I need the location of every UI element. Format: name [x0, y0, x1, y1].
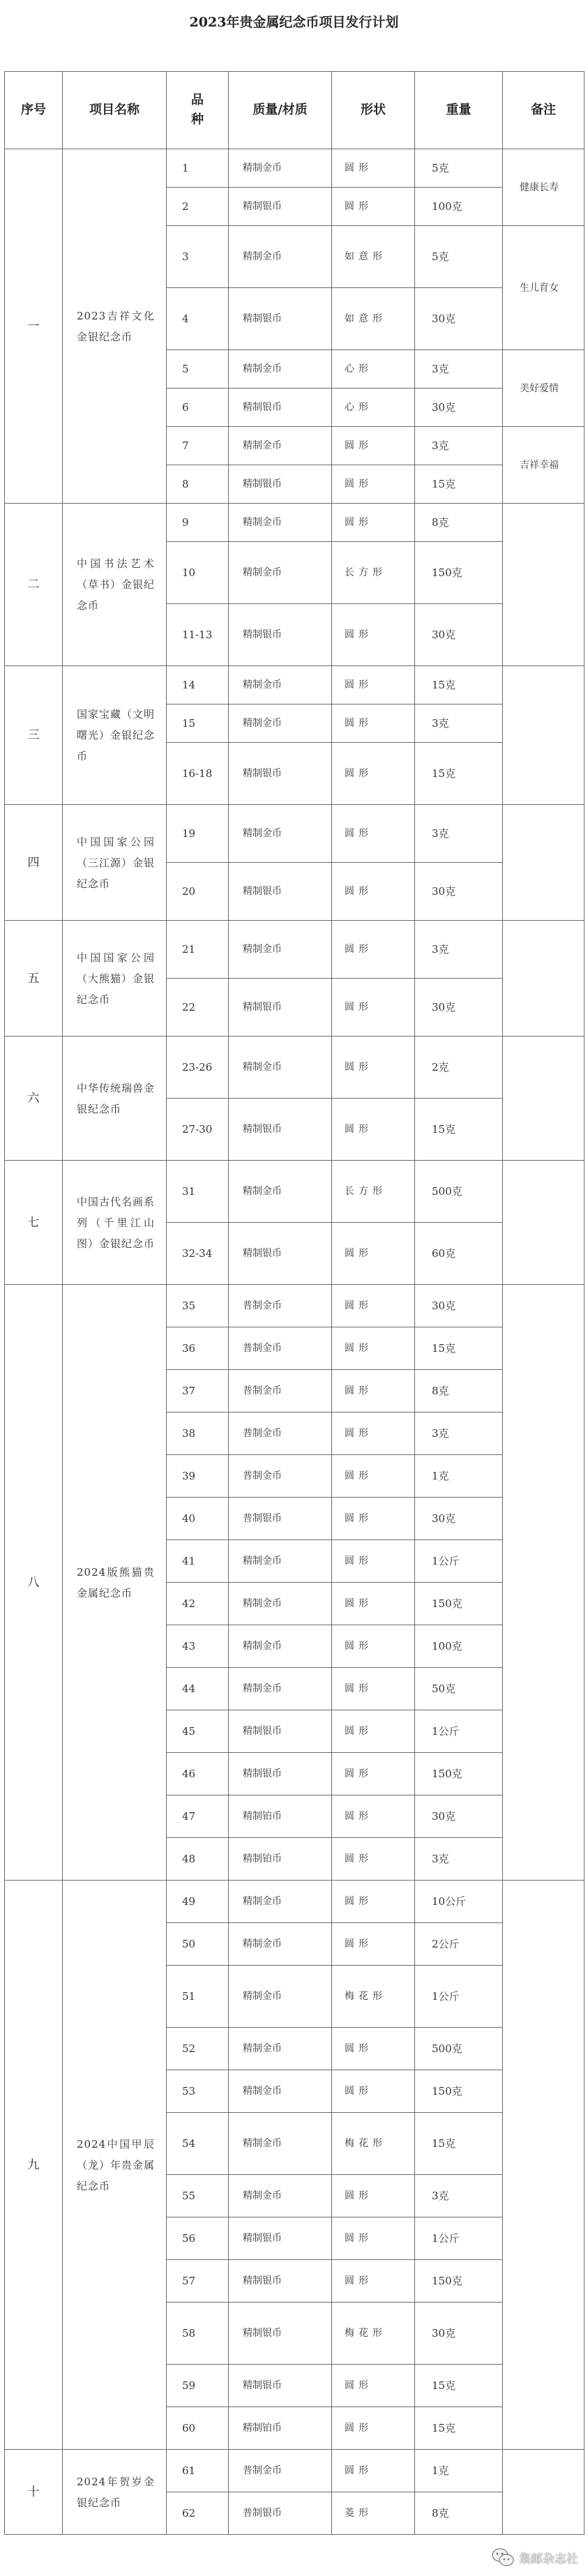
variety-cell: 23-26 — [167, 1037, 229, 1099]
note-cell: 健康长寿 — [503, 149, 585, 226]
weight-cell: 5克 — [415, 149, 503, 188]
material-cell: 精制银币 — [229, 188, 332, 226]
shape-cell: 心形 — [332, 389, 415, 427]
note-cell: 生儿育女 — [503, 226, 585, 350]
project-name-cell: 中华传统瑞兽金银纪念币 — [63, 1037, 167, 1161]
row-seq-number: 七 — [5, 1161, 63, 1285]
variety-cell: 21 — [167, 921, 229, 979]
weight-cell: 150克 — [415, 2260, 503, 2303]
material-cell: 普制金币 — [229, 1285, 332, 1327]
weight-cell: 60克 — [415, 1223, 503, 1285]
variety-cell: 49 — [167, 1881, 229, 1923]
material-cell: 精制金币 — [229, 1966, 332, 2028]
weight-cell: 2克 — [415, 1037, 503, 1099]
weight-cell: 3克 — [415, 1838, 503, 1881]
variety-cell: 7 — [167, 427, 229, 465]
shape-cell: 圆形 — [332, 1285, 415, 1327]
weight-cell: 30克 — [415, 979, 503, 1037]
shape-cell: 圆形 — [332, 604, 415, 666]
shape-cell: 圆形 — [332, 2450, 415, 2492]
weight-cell: 1公斤 — [415, 1710, 503, 1753]
variety-cell: 27-30 — [167, 1099, 229, 1161]
shape-cell: 圆形 — [332, 465, 415, 504]
material-cell: 精制银币 — [229, 2260, 332, 2303]
shape-cell: 圆形 — [332, 1668, 415, 1710]
weight-cell: 30克 — [415, 863, 503, 921]
variety-cell: 61 — [167, 2450, 229, 2492]
note-cell — [503, 2450, 585, 2535]
table-body — [5, 149, 585, 2535]
note-cell — [503, 1285, 585, 1881]
shape-cell: 心形 — [332, 350, 415, 389]
material-cell: 精制银币 — [229, 863, 332, 921]
table-row — [5, 149, 585, 188]
watermark — [491, 2547, 578, 2568]
variety-cell: 37 — [167, 1370, 229, 1413]
shape-cell: 圆形 — [332, 1710, 415, 1753]
variety-cell: 54 — [167, 2113, 229, 2175]
variety-cell: 9 — [167, 504, 229, 542]
weight-cell: 500克 — [415, 1161, 503, 1223]
material-cell: 精制银币 — [229, 389, 332, 427]
header-seq: 序号 — [5, 72, 63, 149]
note-cell — [503, 1037, 585, 1161]
shape-cell: 圆形 — [332, 1037, 415, 1099]
material-cell: 精制银币 — [229, 1223, 332, 1285]
weight-cell: 150克 — [415, 1583, 503, 1625]
weight-cell: 15克 — [415, 1099, 503, 1161]
material-cell: 精制金币 — [229, 1923, 332, 1966]
variety-cell: 47 — [167, 1795, 229, 1838]
variety-cell: 14 — [167, 666, 229, 705]
material-cell: 精制金币 — [229, 1668, 332, 1710]
material-cell: 精制银币 — [229, 1753, 332, 1795]
project-name-cell: 中国国家公园（大熊猫）金银纪念币 — [63, 921, 167, 1037]
row-seq-number: 二 — [5, 504, 63, 666]
material-cell: 精制银币 — [229, 743, 332, 805]
project-name-cell: 2023吉祥文化金银纪念币 — [63, 149, 167, 504]
variety-cell: 51 — [167, 1966, 229, 2028]
material-cell: 精制金币 — [229, 542, 332, 604]
shape-cell: 圆形 — [332, 805, 415, 863]
table-row — [5, 1037, 585, 1099]
material-cell: 普制银币 — [229, 1498, 332, 1540]
shape-cell: 圆形 — [332, 2260, 415, 2303]
weight-cell: 150克 — [415, 2070, 503, 2113]
variety-cell: 16-18 — [167, 743, 229, 805]
weight-cell: 15克 — [415, 1327, 503, 1370]
weight-cell: 15克 — [415, 2113, 503, 2175]
project-name-cell: 2024版熊猫贵金属纪念币 — [63, 1285, 167, 1881]
variety-cell: 44 — [167, 1668, 229, 1710]
shape-cell: 圆形 — [332, 743, 415, 805]
page-title: 2023年贵金属纪念币项目发行计划 — [189, 15, 399, 30]
project-name-cell: 中国古代名画系列（千里江山图）金银纪念币 — [63, 1161, 167, 1285]
weight-cell: 1克 — [415, 2450, 503, 2492]
project-name-cell: 国家宝藏（文明曙光）金银纪念币 — [63, 666, 167, 805]
note-cell — [503, 504, 585, 666]
note-cell — [503, 1161, 585, 1285]
material-cell: 精制铂币 — [229, 1795, 332, 1838]
row-seq-number: 一 — [5, 149, 63, 504]
table-header-row — [5, 72, 585, 149]
material-cell: 精制金币 — [229, 921, 332, 979]
shape-cell: 如意形 — [332, 288, 415, 350]
shape-cell: 如意形 — [332, 226, 415, 288]
variety-cell: 56 — [167, 2217, 229, 2260]
weight-cell: 1公斤 — [415, 1966, 503, 2028]
variety-cell: 32-34 — [167, 1223, 229, 1285]
material-cell: 精制银币 — [229, 979, 332, 1037]
table-row — [5, 1285, 585, 1327]
weight-cell: 30克 — [415, 288, 503, 350]
material-cell: 普制金币 — [229, 1370, 332, 1413]
variety-cell: 35 — [167, 1285, 229, 1327]
variety-cell: 58 — [167, 2303, 229, 2365]
header-material: 质量/材质 — [229, 72, 332, 149]
material-cell: 普制银币 — [229, 2492, 332, 2535]
weight-cell: 30克 — [415, 1795, 503, 1838]
variety-cell: 50 — [167, 1923, 229, 1966]
material-cell: 普制金币 — [229, 1455, 332, 1498]
note-cell — [503, 1881, 585, 2450]
header-note: 备注 — [503, 72, 585, 149]
header-variety: 品种 — [167, 72, 229, 149]
variety-cell: 10 — [167, 542, 229, 604]
variety-cell: 39 — [167, 1455, 229, 1498]
material-cell: 普制金币 — [229, 2450, 332, 2492]
material-cell: 精制银币 — [229, 465, 332, 504]
header-weight: 重量 — [415, 72, 503, 149]
shape-cell: 圆形 — [332, 1795, 415, 1838]
table-row — [5, 666, 585, 705]
shape-cell: 圆形 — [332, 188, 415, 226]
weight-cell: 3克 — [415, 427, 503, 465]
variety-cell: 5 — [167, 350, 229, 389]
material-cell: 精制金币 — [229, 427, 332, 465]
shape-cell: 圆形 — [332, 2407, 415, 2450]
shape-cell: 圆形 — [332, 2028, 415, 2070]
shape-cell: 圆形 — [332, 1625, 415, 1668]
shape-cell: 圆形 — [332, 1413, 415, 1455]
issue-plan-table — [4, 71, 585, 2535]
material-cell: 精制金币 — [229, 1161, 332, 1223]
material-cell: 精制金币 — [229, 805, 332, 863]
shape-cell: 圆形 — [332, 2070, 415, 2113]
material-cell: 精制铂币 — [229, 2407, 332, 2450]
variety-cell: 4 — [167, 288, 229, 350]
weight-cell: 100克 — [415, 1625, 503, 1668]
row-seq-number: 四 — [5, 805, 63, 921]
table-row — [5, 504, 585, 542]
material-cell: 精制金币 — [229, 2028, 332, 2070]
material-cell: 普制金币 — [229, 1413, 332, 1455]
material-cell: 精制金币 — [229, 149, 332, 188]
weight-cell: 3克 — [415, 1413, 503, 1455]
shape-cell: 圆形 — [332, 1583, 415, 1625]
weight-cell: 30克 — [415, 2303, 503, 2365]
weight-cell: 30克 — [415, 1285, 503, 1327]
variety-cell: 8 — [167, 465, 229, 504]
project-name-cell: 中国书法艺术（草书）金银纪念币 — [63, 504, 167, 666]
table-row — [5, 2450, 585, 2492]
material-cell: 精制银币 — [229, 2365, 332, 2407]
shape-cell: 菱形 — [332, 2492, 415, 2535]
wechat-icon — [491, 2547, 515, 2568]
header-shape: 形状 — [332, 72, 415, 149]
material-cell: 精制金币 — [229, 666, 332, 705]
weight-cell: 3克 — [415, 2175, 503, 2217]
variety-cell: 1 — [167, 149, 229, 188]
material-cell: 精制银币 — [229, 2217, 332, 2260]
variety-cell: 41 — [167, 1540, 229, 1583]
weight-cell: 8克 — [415, 504, 503, 542]
variety-cell: 60 — [167, 2407, 229, 2450]
variety-cell: 22 — [167, 979, 229, 1037]
variety-cell: 6 — [167, 389, 229, 427]
material-cell: 精制金币 — [229, 504, 332, 542]
material-cell: 精制银币 — [229, 1710, 332, 1753]
material-cell: 精制金币 — [229, 350, 332, 389]
variety-cell: 2 — [167, 188, 229, 226]
weight-cell: 15克 — [415, 2407, 503, 2450]
weight-cell: 30克 — [415, 389, 503, 427]
shape-cell: 圆形 — [332, 1455, 415, 1498]
weight-cell: 150克 — [415, 1753, 503, 1795]
variety-cell: 3 — [167, 226, 229, 288]
shape-cell: 圆形 — [332, 1370, 415, 1413]
header-project-name: 项目名称 — [63, 72, 167, 149]
project-name-cell: 中国国家公园（三江源）金银纪念币 — [63, 805, 167, 921]
project-name-cell: 2024年贺岁金银纪念币 — [63, 2450, 167, 2535]
variety-cell: 53 — [167, 2070, 229, 2113]
material-cell: 精制金币 — [229, 1540, 332, 1583]
variety-cell: 57 — [167, 2260, 229, 2303]
row-seq-number: 十 — [5, 2450, 63, 2535]
shape-cell: 圆形 — [332, 705, 415, 743]
variety-cell: 38 — [167, 1413, 229, 1455]
row-seq-number: 六 — [5, 1037, 63, 1161]
weight-cell: 1克 — [415, 1455, 503, 1498]
variety-cell: 31 — [167, 1161, 229, 1223]
material-cell: 精制金币 — [229, 1625, 332, 1668]
variety-cell: 59 — [167, 2365, 229, 2407]
material-cell: 精制银币 — [229, 604, 332, 666]
shape-cell: 梅花形 — [332, 1966, 415, 2028]
shape-cell: 圆形 — [332, 979, 415, 1037]
weight-cell: 8克 — [415, 1370, 503, 1413]
shape-cell: 圆形 — [332, 1223, 415, 1285]
material-cell: 精制银币 — [229, 288, 332, 350]
weight-cell: 100克 — [415, 188, 503, 226]
table-row — [5, 1161, 585, 1223]
variety-cell: 55 — [167, 2175, 229, 2217]
variety-cell: 19 — [167, 805, 229, 863]
row-seq-number: 三 — [5, 666, 63, 805]
shape-cell: 圆形 — [332, 1540, 415, 1583]
note-cell — [503, 921, 585, 1037]
weight-cell: 15克 — [415, 666, 503, 705]
material-cell: 精制金币 — [229, 2070, 332, 2113]
material-cell: 精制金币 — [229, 1881, 332, 1923]
variety-cell: 40 — [167, 1498, 229, 1540]
weight-cell: 30克 — [415, 604, 503, 666]
shape-cell: 圆形 — [332, 863, 415, 921]
project-name-cell: 2024中国甲辰（龙）年贵金属纪念币 — [63, 1881, 167, 2450]
note-cell — [503, 666, 585, 805]
shape-cell: 圆形 — [332, 427, 415, 465]
weight-cell: 1公斤 — [415, 2217, 503, 2260]
table-row — [5, 1881, 585, 1923]
shape-cell: 梅花形 — [332, 2303, 415, 2365]
shape-cell: 圆形 — [332, 2217, 415, 2260]
shape-cell: 圆形 — [332, 1099, 415, 1161]
shape-cell: 圆形 — [332, 1753, 415, 1795]
shape-cell: 圆形 — [332, 1498, 415, 1540]
material-cell: 精制金币 — [229, 2113, 332, 2175]
variety-cell: 36 — [167, 1327, 229, 1370]
weight-cell: 500克 — [415, 2028, 503, 2070]
row-seq-number: 九 — [5, 1881, 63, 2450]
weight-cell: 50克 — [415, 1668, 503, 1710]
variety-cell: 20 — [167, 863, 229, 921]
weight-cell: 3克 — [415, 350, 503, 389]
table-row — [5, 921, 585, 979]
weight-cell: 15克 — [415, 2365, 503, 2407]
weight-cell: 3克 — [415, 921, 503, 979]
weight-cell: 15克 — [415, 465, 503, 504]
material-cell: 精制银币 — [229, 1099, 332, 1161]
weight-cell: 1公斤 — [415, 1540, 503, 1583]
shape-cell: 圆形 — [332, 504, 415, 542]
weight-cell: 3克 — [415, 705, 503, 743]
material-cell: 普制金币 — [229, 1327, 332, 1370]
shape-cell: 圆形 — [332, 149, 415, 188]
note-cell — [503, 805, 585, 921]
material-cell: 精制金币 — [229, 2175, 332, 2217]
variety-cell: 46 — [167, 1753, 229, 1795]
weight-cell: 2公斤 — [415, 1923, 503, 1966]
weight-cell: 15克 — [415, 743, 503, 805]
note-cell: 吉祥幸福 — [503, 427, 585, 504]
weight-cell: 5克 — [415, 226, 503, 288]
variety-cell: 62 — [167, 2492, 229, 2535]
shape-cell: 圆形 — [332, 2175, 415, 2217]
shape-cell: 圆形 — [332, 1881, 415, 1923]
weight-cell: 10公斤 — [415, 1881, 503, 1923]
shape-cell: 圆形 — [332, 1838, 415, 1881]
shape-cell: 圆形 — [332, 2365, 415, 2407]
shape-cell: 长方形 — [332, 1161, 415, 1223]
shape-cell: 梅花形 — [332, 2113, 415, 2175]
note-cell: 美好爱情 — [503, 350, 585, 427]
variety-cell: 43 — [167, 1625, 229, 1668]
row-seq-number: 八 — [5, 1285, 63, 1881]
variety-cell: 11-13 — [167, 604, 229, 666]
variety-cell: 15 — [167, 705, 229, 743]
variety-cell: 48 — [167, 1838, 229, 1881]
shape-cell: 长方形 — [332, 542, 415, 604]
weight-cell: 150克 — [415, 542, 503, 604]
shape-cell: 圆形 — [332, 1327, 415, 1370]
material-cell: 精制金币 — [229, 226, 332, 288]
material-cell: 精制铂币 — [229, 1838, 332, 1881]
variety-cell: 52 — [167, 2028, 229, 2070]
weight-cell: 3克 — [415, 805, 503, 863]
row-seq-number: 五 — [5, 921, 63, 1037]
weight-cell: 30克 — [415, 1498, 503, 1540]
material-cell: 精制金币 — [229, 1037, 332, 1099]
shape-cell: 圆形 — [332, 1923, 415, 1966]
shape-cell: 圆形 — [332, 666, 415, 705]
material-cell: 精制金币 — [229, 705, 332, 743]
material-cell: 精制银币 — [229, 2303, 332, 2365]
shape-cell: 圆形 — [332, 921, 415, 979]
weight-cell: 8克 — [415, 2492, 503, 2535]
variety-cell: 42 — [167, 1583, 229, 1625]
table-row — [5, 805, 585, 863]
variety-cell: 45 — [167, 1710, 229, 1753]
material-cell: 精制金币 — [229, 1583, 332, 1625]
watermark-text: 集邮杂志社 — [519, 2552, 578, 2566]
